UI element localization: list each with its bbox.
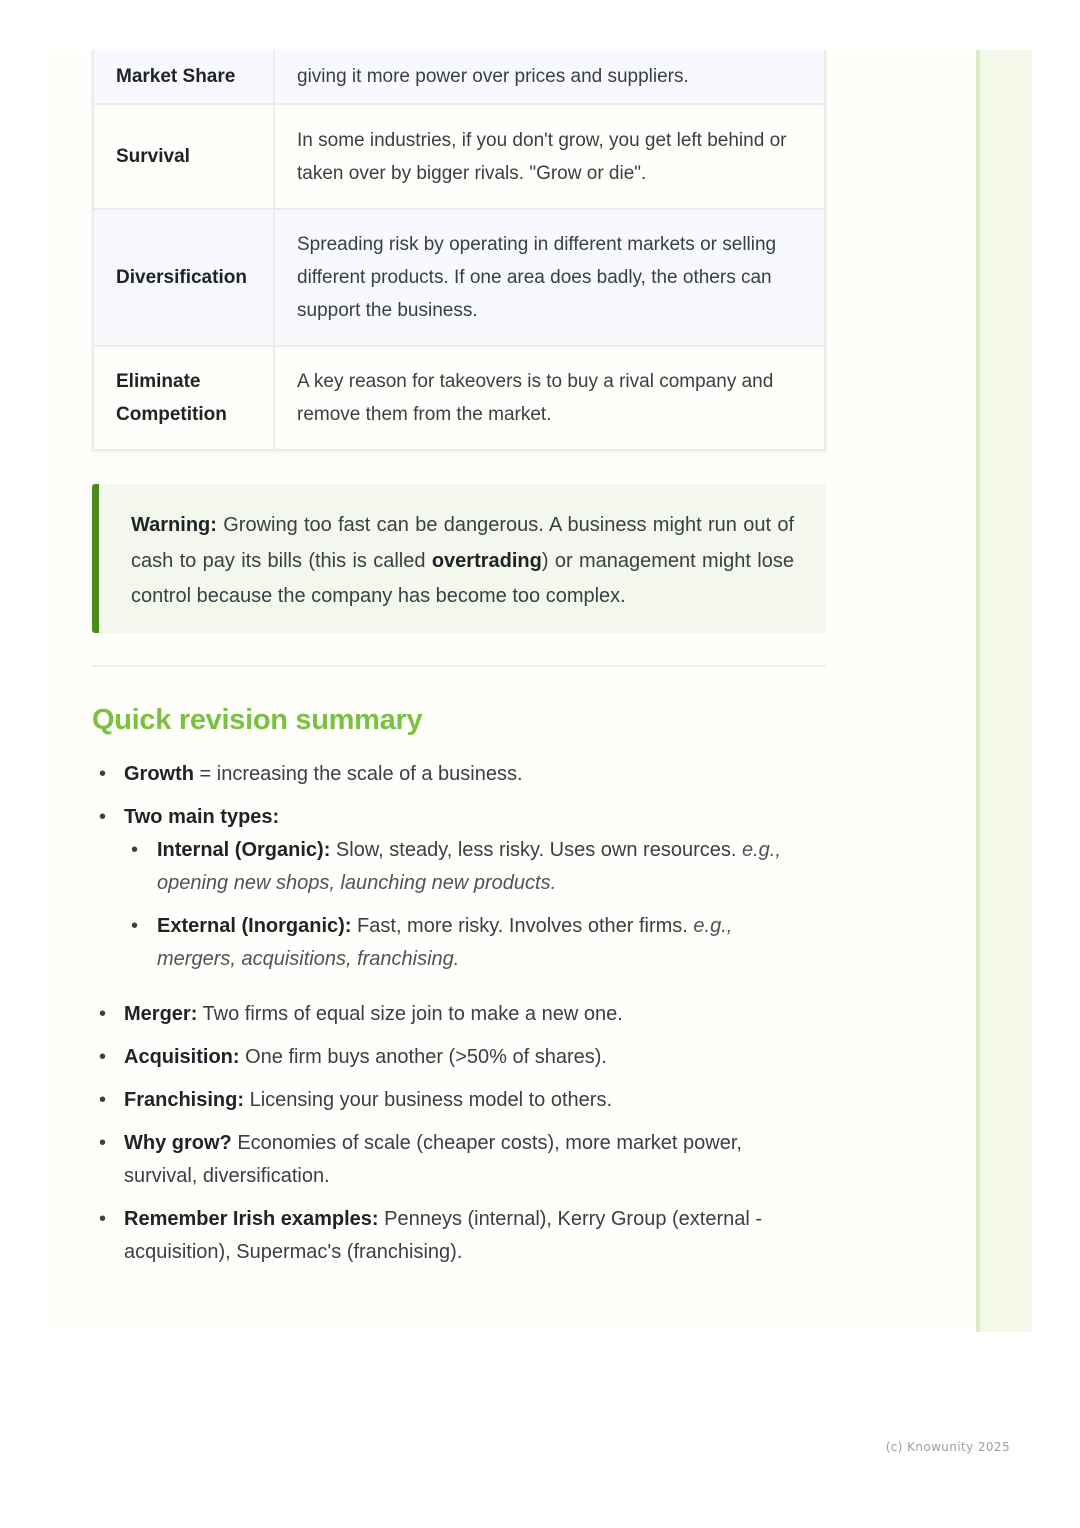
list-item [92,801,812,976]
table-row [93,209,825,346]
list-item-term: Internal (Organic): [157,839,331,861]
summary-list [92,758,812,1269]
summary-heading: Quick revision summary [92,704,423,736]
table-term: Survival [93,104,274,209]
table-description: A key reason for takeovers is to buy a rival company and remove them from the market. [274,346,825,450]
warning-text: Growing too fast can be dangerous. A business might run out of cash to pay its bills (this is called [131,514,794,572]
growth-types-sublist [124,834,812,976]
list-item-text: Licensing your business model to others. [244,1089,612,1111]
copyright-footer: (c) Knowunity 2025 [885,1440,1010,1454]
list-item-term: External (Inorganic): [157,915,352,937]
table-term-line: Competition [116,404,227,425]
table-row [93,50,825,104]
list-item-text: Economies of scale (cheaper costs), more market power, survival, diversification. [124,1132,742,1187]
list-item-text: One firm buys another (>50% of shares). [239,1046,607,1068]
warning-text: ) or management might lose control because the company has become too complex. [131,549,794,607]
list-item [92,1041,812,1074]
list-item-text: Slow, steady, less risky. Uses own resources. [330,839,742,861]
list-item-term: Two main types: [124,806,280,828]
list-item-term: Why grow? [124,1132,232,1154]
list-item [124,834,812,900]
list-item-term: Remember Irish examples: [124,1208,379,1230]
list-item [92,758,812,791]
list-item [92,1203,812,1269]
table-term [93,346,274,450]
reasons-for-growth-table [92,50,826,451]
table-term-line: Eliminate [116,371,201,392]
table-description: In some industries, if you don't grow, you get left behind or taken over by bigger rivals. "Grow or die". [274,104,825,209]
table-description: giving it more power over prices and suppliers. [274,50,825,104]
list-item [124,910,812,976]
list-item-text: Fast, more risky. Involves other firms. [351,915,694,937]
section-divider [92,665,826,667]
table-term: Market Share [93,50,274,104]
list-item-term: Acquisition: [124,1046,240,1068]
table-term: Diversification [93,209,274,346]
list-item-text: Penneys (internal), Kerry Group (external - acquisition), Supermac's (franchising). [124,1208,763,1263]
list-item [92,1084,812,1117]
list-item-term: Merger: [124,1003,198,1025]
warning-callout [92,484,826,633]
list-item [92,998,812,1031]
warning-keyword: overtrading [431,549,542,572]
list-item-term: Franchising: [124,1089,245,1111]
warning-label: Warning: [131,514,217,536]
table-row [93,346,825,450]
table-description: Spreading risk by operating in different markets or selling different products. If one area does badly, the others can support the business. [274,209,825,346]
list-item-text: = increasing the scale of a business. [194,763,523,785]
list-item-example: e.g., mergers, acquisitions, franchising. [157,915,733,970]
list-item-text: Two firms of equal size join to make a new one. [197,1003,623,1025]
list-item-term: Growth [124,763,194,785]
list-item [92,1127,812,1193]
list-item-example: e.g., opening new shops, launching new products. [157,839,781,894]
table-row [93,104,825,209]
side-accent-stripe [976,50,1032,1332]
